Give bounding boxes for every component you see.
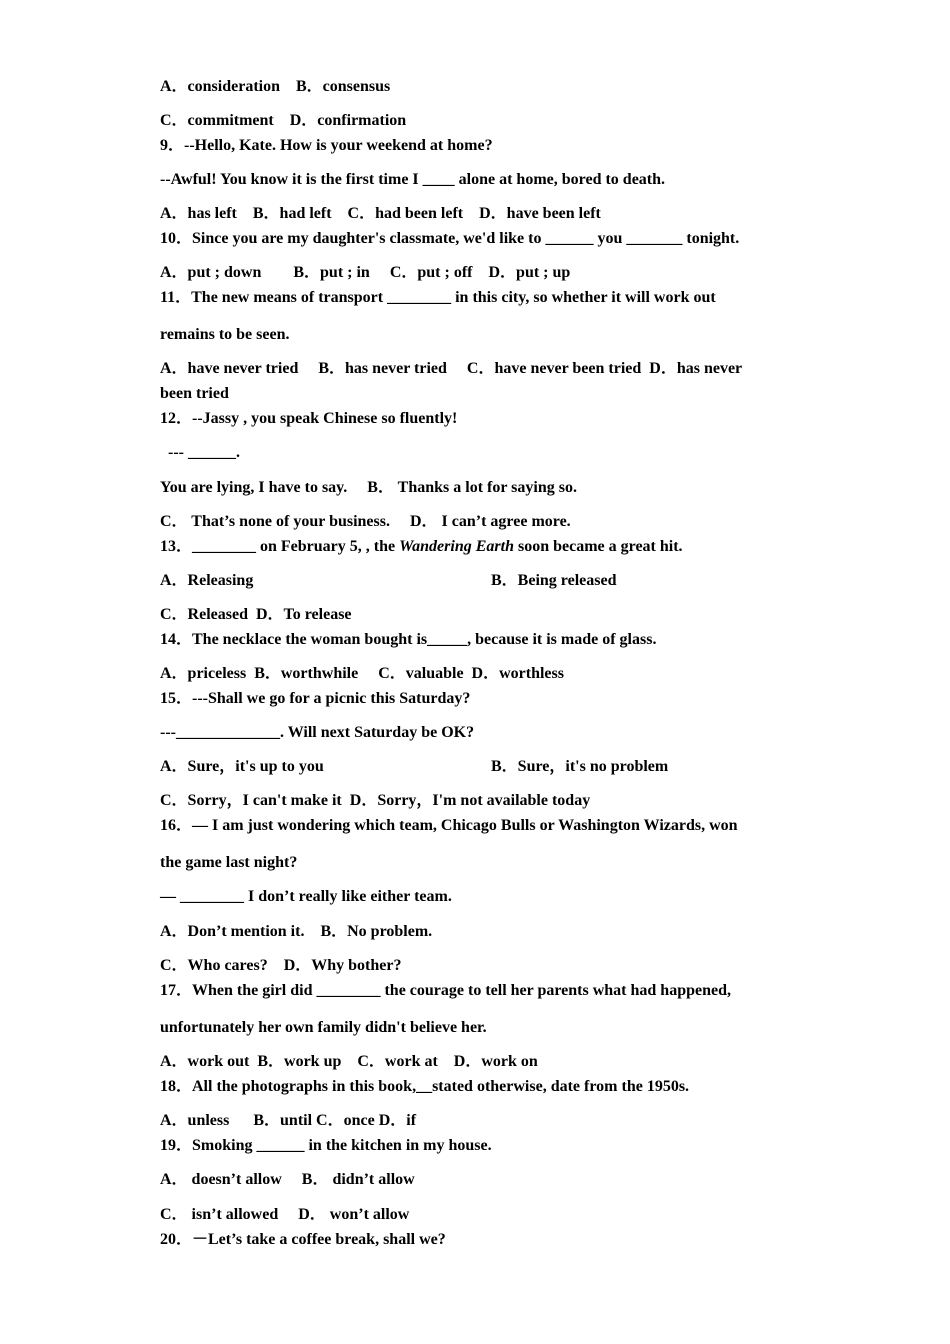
q19-options-cd: C． isn’t allowed D． won’t allow [160,1206,410,1223]
q9-reply: --Awful! You know it is the first time I ____ alone at home, bored to death. [160,171,666,188]
q13-film-title: Wandering Earth [399,538,514,555]
q11-stem-cont: remains to be seen. [160,326,290,343]
q8-options-cd: C．commitment D．confirmation [160,112,407,129]
q19-stem: 19．Smoking ______ in the kitchen in my house. [160,1137,492,1154]
q11-stem: 11．The new means of transport ________ in this city, so whether it will work out [160,289,716,306]
q13-stem-start: 13．________ on February 5, , the [160,538,400,555]
q18-stem: 18．All the photographs in this book,__stated otherwise, date from the 1950s. [160,1078,690,1095]
q17-stem-cont: unfortunately her own family didn't believe her. [160,1019,487,1036]
q13-stem-end: soon became a great hit. [513,538,683,555]
q12-stem: 12．--Jassy , you speak Chinese so fluently! [160,410,458,427]
q15-stem: 15．---Shall we go for a picnic this Saturday? [160,690,471,707]
q13-option-a: A．Releasing [160,572,254,589]
q17-stem: 17．When the girl did ________ the courage to tell her parents what had happened, [160,982,731,999]
q20-stem: 20．－Let’s take a coffee break, shall we? [160,1231,446,1248]
q16-options-cd: C．Who cares? D．Why bother? [160,957,402,974]
q16-reply: — ________ I don’t really like either team. [160,888,452,905]
q16-stem: 16．— I am just wondering which team, Chicago Bulls or Washington Wizards, won [160,817,738,834]
q15-option-a: A．Sure，it's up to you [160,758,324,775]
q12-options-ab: You are lying, I have to say. B． Thanks a lot for saying so. [160,479,577,496]
q13-option-b: B．Being released [491,572,617,589]
q15-options-cd: C．Sorry，I can't make it D．Sorry，I'm not available today [160,792,591,809]
q11-options-cont: been tried [160,385,229,402]
q9-stem: 9．--Hello, Kate. How is your weekend at home? [160,137,493,154]
q10-options: A．put ; down B．put ; in C．put ; off D．put ; up [160,264,571,281]
q10-stem: 10．Since you are my daughter's classmate, we'd like to ______ you _______ tonight. [160,230,740,247]
q12-reply: --- ______. [160,444,240,461]
q12-options-cd: C． That’s none of your business. D． I can’t agree more. [160,513,571,530]
q13-stem [160,537,683,557]
q16-stem-cont: the game last night? [160,854,298,871]
q15-option-b: B．Sure，it's no problem [491,758,669,775]
q19-options-ab: A． doesn’t allow B． didn’t allow [160,1171,415,1188]
q16-options-ab: A．Don’t mention it. B．No problem. [160,923,433,940]
q8-options-ab: A．consideration B．consensus [160,78,391,95]
q17-options: A．work out B．work up C．work at D．work on [160,1053,538,1070]
q18-options: A．unless B．until C．once D．if [160,1112,417,1129]
q11-options: A．have never tried B．has never tried C．have never been tried D．has never [160,360,743,377]
q15-reply: ---_____________. Will next Saturday be OK? [160,724,475,741]
q9-options: A．has left B．had left C．had been left D．have been left [160,205,601,222]
q14-stem: 14．The necklace the woman bought is_____, because it is made of glass. [160,631,657,648]
q14-options: A．priceless B．worthwhile C．valuable D．worthless [160,665,564,682]
q13-options-cd: C．Released D．To release [160,606,352,623]
